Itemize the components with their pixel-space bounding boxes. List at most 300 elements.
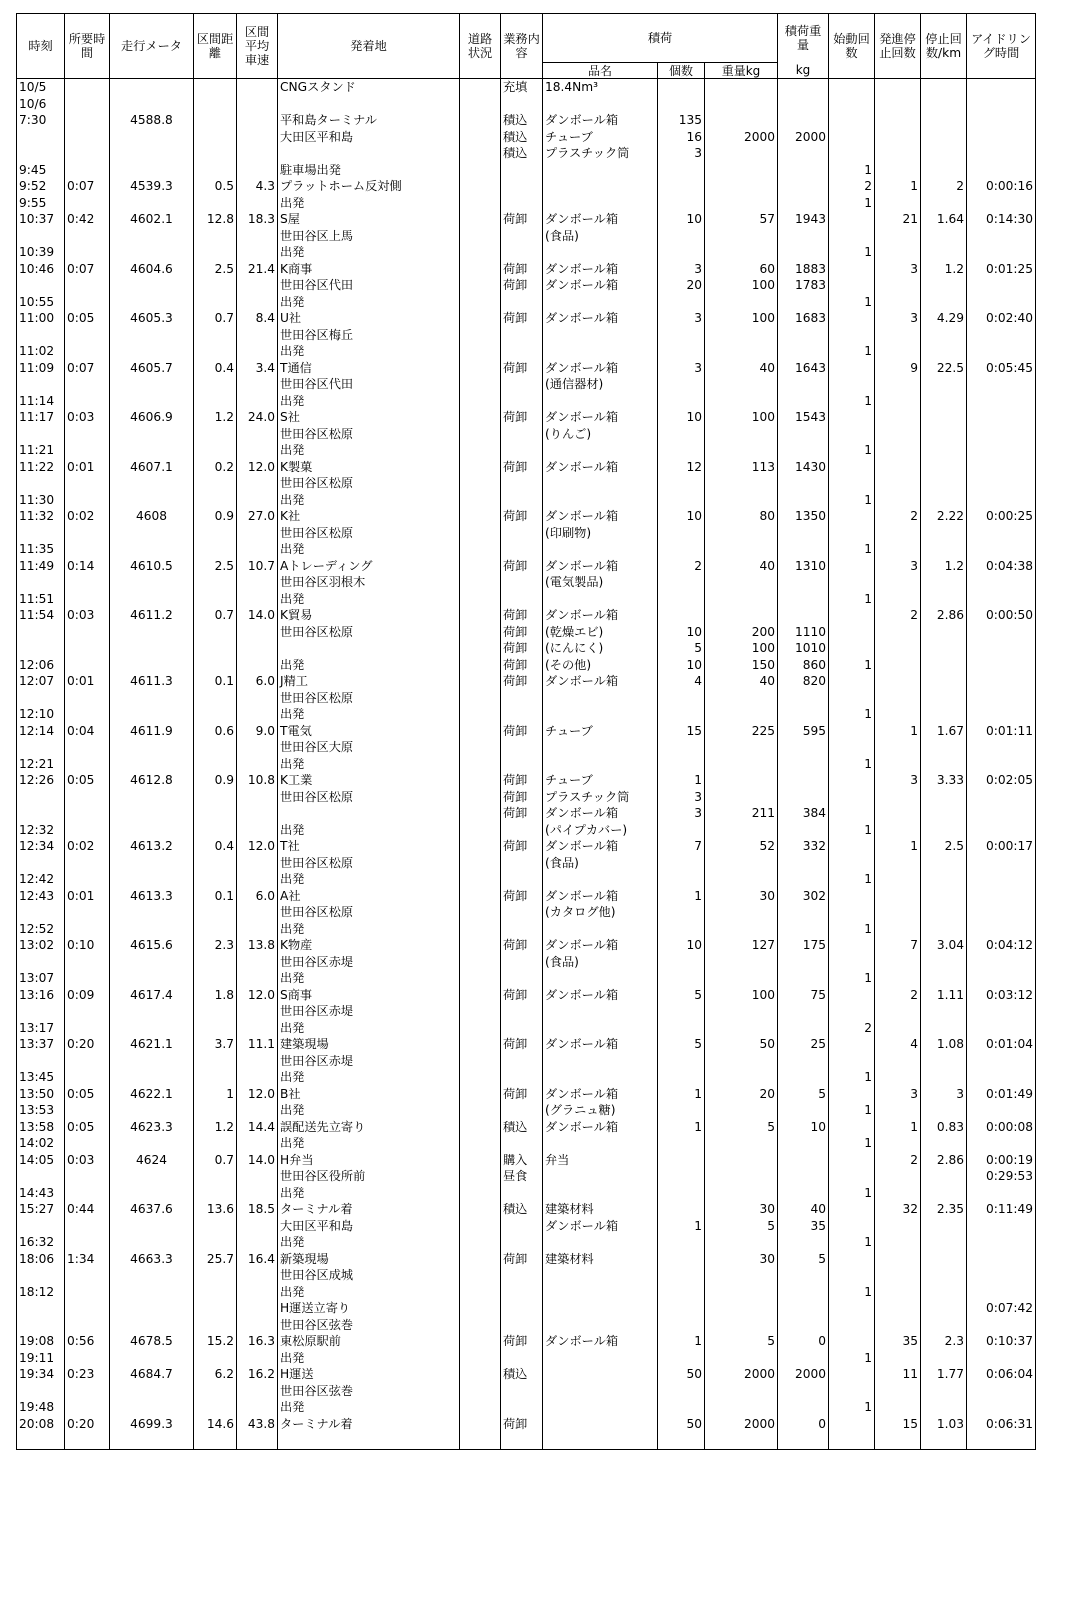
table-row <box>17 822 1036 839</box>
cell-location: 世田谷区代田 <box>278 376 460 393</box>
cell-load-weight: 332 <box>778 838 829 855</box>
cell-time: 12:32 <box>17 822 65 839</box>
cell-avg-speed: 24.0 <box>237 409 278 426</box>
cell-distance: 0.7 <box>194 607 237 624</box>
cell-location: 出発 <box>278 921 460 938</box>
cell-load-weight <box>778 1069 829 1086</box>
cell-task <box>501 475 543 492</box>
cell-avg-speed: 10.7 <box>237 558 278 575</box>
cell-weight <box>705 327 778 344</box>
cell-stops <box>875 294 921 311</box>
cell-starts <box>829 1086 875 1103</box>
cell-distance <box>194 145 237 162</box>
cell-odometer <box>110 1399 194 1416</box>
cell-stops-per-km: 2.5 <box>921 838 967 855</box>
cell-item: 弁当 <box>543 1152 658 1169</box>
cell-avg-speed: 16.2 <box>237 1366 278 1383</box>
cell-odometer <box>110 129 194 146</box>
cell-idling <box>967 1383 1036 1400</box>
cell-odometer <box>110 756 194 773</box>
cell-load-weight <box>778 1383 829 1400</box>
table-row <box>17 607 1036 624</box>
cell-stops: 3 <box>875 261 921 278</box>
cell-stops <box>875 1399 921 1416</box>
cell-road <box>460 1333 501 1350</box>
cell-idling <box>967 822 1036 839</box>
cell-distance <box>194 129 237 146</box>
cell-starts <box>829 228 875 245</box>
cell-idling: 0:04:38 <box>967 558 1036 575</box>
cell-duration <box>65 294 110 311</box>
cell-avg-speed <box>237 162 278 179</box>
cell-idling: 0:00:16 <box>967 178 1036 195</box>
cell-item: (食品) <box>543 228 658 245</box>
cell-idling <box>967 393 1036 410</box>
cell-odometer: 4613.2 <box>110 838 194 855</box>
cell-count <box>658 574 705 591</box>
cell-road <box>460 1383 501 1400</box>
cell-item: ダンボール箱 <box>543 838 658 855</box>
cell-avg-speed: 12.0 <box>237 459 278 476</box>
cell-duration: 0:05 <box>65 310 110 327</box>
cell-time: 12:06 <box>17 657 65 674</box>
cell-odometer <box>110 822 194 839</box>
cell-item: ダンボール箱 <box>543 261 658 278</box>
cell-task <box>501 1185 543 1202</box>
cell-task: 荷卸 <box>501 888 543 905</box>
cell-distance: 2.5 <box>194 558 237 575</box>
cell-count <box>658 79 705 96</box>
cell-distance: 1.2 <box>194 1119 237 1136</box>
cell-count <box>658 327 705 344</box>
cell-stops-per-km <box>921 327 967 344</box>
cell-weight <box>705 772 778 789</box>
cell-distance <box>194 921 237 938</box>
cell-odometer <box>110 657 194 674</box>
cell-idling <box>967 129 1036 146</box>
table-row <box>17 409 1036 426</box>
header-avg-speed: 区間平均車速 <box>237 14 278 79</box>
cell-odometer: 4613.3 <box>110 888 194 905</box>
cell-item: (食品) <box>543 855 658 872</box>
cell-task <box>501 1053 543 1070</box>
cell-weight <box>705 525 778 542</box>
cell-duration <box>65 79 110 96</box>
cell-weight <box>705 244 778 261</box>
cell-stops <box>875 706 921 723</box>
cell-count: 10 <box>658 211 705 228</box>
cell-location: 出発 <box>278 706 460 723</box>
cell-stops <box>875 739 921 756</box>
table-row <box>17 921 1036 938</box>
cell-stops <box>875 162 921 179</box>
cell-stops-per-km: 1.08 <box>921 1036 967 1053</box>
cell-idling <box>967 855 1036 872</box>
cell-stops <box>875 393 921 410</box>
cell-stops: 2 <box>875 987 921 1004</box>
cell-duration: 0:20 <box>65 1036 110 1053</box>
cell-stops-per-km <box>921 1069 967 1086</box>
cell-stops-per-km <box>921 112 967 129</box>
cell-distance <box>194 1102 237 1119</box>
cell-time <box>17 426 65 443</box>
cell-duration: 0:05 <box>65 772 110 789</box>
cell-task <box>501 706 543 723</box>
cell-location: 出発 <box>278 442 460 459</box>
cell-road <box>460 129 501 146</box>
table-row <box>17 1267 1036 1284</box>
cell-item <box>543 244 658 261</box>
cell-odometer: 4624 <box>110 1152 194 1169</box>
cell-stops: 15 <box>875 1416 921 1433</box>
cell-item: ダンボール箱 <box>543 1119 658 1136</box>
cell-load-weight <box>778 607 829 624</box>
cell-weight <box>705 228 778 245</box>
cell-odometer <box>110 475 194 492</box>
cell-odometer: 4608 <box>110 508 194 525</box>
cell-starts <box>829 1201 875 1218</box>
cell-weight <box>705 1399 778 1416</box>
cell-starts: 1 <box>829 822 875 839</box>
cell-road <box>460 79 501 96</box>
cell-count <box>658 442 705 459</box>
cell-avg-speed <box>237 112 278 129</box>
cell-stops <box>875 195 921 212</box>
cell-time: 13:07 <box>17 970 65 987</box>
cell-starts <box>829 954 875 971</box>
table-row <box>17 789 1036 806</box>
cell-count: 1 <box>658 888 705 905</box>
cell-idling: 0:06:31 <box>967 1416 1036 1433</box>
cell-avg-speed <box>237 1135 278 1152</box>
cell-location: 出発 <box>278 1185 460 1202</box>
cell-avg-speed <box>237 904 278 921</box>
cell-idling: 0:01:25 <box>967 261 1036 278</box>
cell-duration: 0:20 <box>65 1416 110 1433</box>
cell-location: 出発 <box>278 492 460 509</box>
cell-starts <box>829 1036 875 1053</box>
cell-item: ダンボール箱 <box>543 558 658 575</box>
cell-distance <box>194 492 237 509</box>
cell-location: 世田谷区羽根木 <box>278 574 460 591</box>
cell-task: 荷卸 <box>501 723 543 740</box>
cell-road <box>460 1053 501 1070</box>
cell-road <box>460 624 501 641</box>
cell-duration <box>65 96 110 113</box>
cell-load-weight <box>778 294 829 311</box>
cell-weight: 60 <box>705 261 778 278</box>
cell-road <box>460 1201 501 1218</box>
cell-stops <box>875 871 921 888</box>
cell-distance <box>194 871 237 888</box>
cell-count: 3 <box>658 805 705 822</box>
cell-task <box>501 739 543 756</box>
cell-load-weight <box>778 244 829 261</box>
cell-stops <box>875 1383 921 1400</box>
cell-distance <box>194 1383 237 1400</box>
cell-weight <box>705 178 778 195</box>
cell-time <box>17 1003 65 1020</box>
cell-load-weight <box>778 1300 829 1317</box>
cell-road <box>460 112 501 129</box>
cell-task: 荷卸 <box>501 1416 543 1433</box>
cell-distance <box>194 343 237 360</box>
cell-duration <box>65 442 110 459</box>
cell-odometer: 4610.5 <box>110 558 194 575</box>
cell-load-weight: 75 <box>778 987 829 1004</box>
cell-road <box>460 1168 501 1185</box>
cell-time: 11:30 <box>17 492 65 509</box>
cell-load-weight <box>778 1234 829 1251</box>
cell-load-weight: 595 <box>778 723 829 740</box>
cell-item <box>543 871 658 888</box>
table-row <box>17 195 1036 212</box>
cell-load-weight <box>778 1135 829 1152</box>
table-row <box>17 459 1036 476</box>
table-row <box>17 343 1036 360</box>
cell-time <box>17 376 65 393</box>
table-row <box>17 277 1036 294</box>
table-row <box>17 855 1036 872</box>
cell-count <box>658 1317 705 1334</box>
cell-task: 積込 <box>501 1119 543 1136</box>
cell-idling: 0:07:42 <box>967 1300 1036 1317</box>
cell-stops-per-km <box>921 1234 967 1251</box>
cell-count: 10 <box>658 937 705 954</box>
cell-duration <box>65 706 110 723</box>
cell-location: K工業 <box>278 772 460 789</box>
cell-odometer <box>110 690 194 707</box>
cell-idling <box>967 921 1036 938</box>
cell-avg-speed <box>237 492 278 509</box>
cell-starts <box>829 904 875 921</box>
cell-stops <box>875 277 921 294</box>
cell-stops <box>875 1234 921 1251</box>
table-row <box>17 1119 1036 1136</box>
cell-road <box>460 723 501 740</box>
cell-avg-speed <box>237 1399 278 1416</box>
cell-odometer <box>110 1069 194 1086</box>
table-row <box>17 723 1036 740</box>
cell-load-weight <box>778 79 829 96</box>
cell-starts <box>829 1053 875 1070</box>
cell-location: J精工 <box>278 673 460 690</box>
cell-time <box>17 1300 65 1317</box>
cell-location: 出発 <box>278 1020 460 1037</box>
cell-task <box>501 1317 543 1334</box>
cell-stops <box>875 1251 921 1268</box>
cell-weight <box>705 162 778 179</box>
cell-location: K商事 <box>278 261 460 278</box>
cell-duration <box>65 492 110 509</box>
cell-load-weight <box>778 112 829 129</box>
cell-distance <box>194 426 237 443</box>
cell-location: 世田谷区成城 <box>278 1267 460 1284</box>
cell-time: 19:34 <box>17 1366 65 1383</box>
cell-road <box>460 574 501 591</box>
cell-load-weight <box>778 1317 829 1334</box>
cell-odometer <box>110 277 194 294</box>
header-count: 個数 <box>658 63 705 79</box>
cell-avg-speed <box>237 871 278 888</box>
cell-item <box>543 541 658 558</box>
cell-road <box>460 888 501 905</box>
cell-weight: 100 <box>705 409 778 426</box>
cell-weight <box>705 607 778 624</box>
cell-count <box>658 244 705 261</box>
cell-stops-per-km <box>921 294 967 311</box>
cell-stops-per-km <box>921 228 967 245</box>
cell-odometer <box>110 1432 194 1449</box>
cell-task <box>501 904 543 921</box>
cell-item <box>543 1383 658 1400</box>
cell-item <box>543 1168 658 1185</box>
cell-count: 5 <box>658 640 705 657</box>
cell-stops-per-km <box>921 1020 967 1037</box>
cell-starts: 1 <box>829 1284 875 1301</box>
cell-count <box>658 294 705 311</box>
cell-idling: 0:01:04 <box>967 1036 1036 1053</box>
cell-stops: 11 <box>875 1366 921 1383</box>
cell-stops-per-km <box>921 871 967 888</box>
cell-weight: 225 <box>705 723 778 740</box>
table-row <box>17 1003 1036 1020</box>
cell-road <box>460 211 501 228</box>
table-row <box>17 690 1036 707</box>
cell-stops <box>875 954 921 971</box>
cell-time <box>17 805 65 822</box>
cell-location: 世田谷区赤堤 <box>278 1003 460 1020</box>
table-row <box>17 426 1036 443</box>
cell-location: 駐車場出発 <box>278 162 460 179</box>
cell-duration <box>65 1003 110 1020</box>
cell-item: (にんにく) <box>543 640 658 657</box>
cell-stops-per-km <box>921 624 967 641</box>
cell-road <box>460 492 501 509</box>
cell-duration <box>65 1399 110 1416</box>
cell-starts: 1 <box>829 921 875 938</box>
cell-distance <box>194 657 237 674</box>
cell-starts <box>829 310 875 327</box>
cell-load-weight <box>778 789 829 806</box>
cell-idling: 0:29:53 <box>967 1168 1036 1185</box>
cell-duration <box>65 1317 110 1334</box>
cell-starts: 1 <box>829 1234 875 1251</box>
table-row <box>17 1399 1036 1416</box>
cell-load-weight: 0 <box>778 1416 829 1433</box>
cell-road <box>460 310 501 327</box>
cell-avg-speed <box>237 805 278 822</box>
cell-road <box>460 409 501 426</box>
cell-item <box>543 1020 658 1037</box>
cell-location: 出発 <box>278 970 460 987</box>
cell-duration: 0:44 <box>65 1201 110 1218</box>
cell-stops: 3 <box>875 772 921 789</box>
cell-odometer: 4602.1 <box>110 211 194 228</box>
cell-load-weight: 820 <box>778 673 829 690</box>
cell-distance <box>194 1350 237 1367</box>
cell-task <box>501 756 543 773</box>
cell-count <box>658 475 705 492</box>
table-row <box>17 261 1036 278</box>
cell-weight <box>705 1185 778 1202</box>
cell-count <box>658 1102 705 1119</box>
cell-time <box>17 1317 65 1334</box>
cell-task: 荷卸 <box>501 673 543 690</box>
cell-odometer <box>110 1218 194 1235</box>
cell-stops-per-km: 4.29 <box>921 310 967 327</box>
cell-stops-per-km <box>921 1350 967 1367</box>
cell-avg-speed: 3.4 <box>237 360 278 377</box>
cell-starts: 2 <box>829 178 875 195</box>
cell-load-weight: 860 <box>778 657 829 674</box>
cell-task: 荷卸 <box>501 409 543 426</box>
cell-task <box>501 541 543 558</box>
cell-item: ダンボール箱 <box>543 1036 658 1053</box>
cell-idling <box>967 294 1036 311</box>
cell-time: 12:21 <box>17 756 65 773</box>
cell-distance: 0.9 <box>194 772 237 789</box>
cell-stops: 1 <box>875 1119 921 1136</box>
cell-stops-per-km <box>921 162 967 179</box>
cell-count <box>658 1234 705 1251</box>
cell-location: U社 <box>278 310 460 327</box>
cell-odometer <box>110 1317 194 1334</box>
cell-weight <box>705 1234 778 1251</box>
cell-location: T社 <box>278 838 460 855</box>
cell-stops-per-km: 22.5 <box>921 360 967 377</box>
cell-time: 11:35 <box>17 541 65 558</box>
cell-load-weight: 40 <box>778 1201 829 1218</box>
table-row <box>17 954 1036 971</box>
cell-count <box>658 954 705 971</box>
cell-distance: 0.1 <box>194 888 237 905</box>
header-road: 道路状況 <box>460 14 501 79</box>
cell-road <box>460 1152 501 1169</box>
cell-starts: 1 <box>829 1399 875 1416</box>
cell-road <box>460 937 501 954</box>
cell-location: CNGスタンド <box>278 79 460 96</box>
cell-task <box>501 178 543 195</box>
cell-item: チューブ <box>543 772 658 789</box>
cell-load-weight <box>778 393 829 410</box>
cell-duration: 1:34 <box>65 1251 110 1268</box>
cell-stops: 9 <box>875 360 921 377</box>
cell-avg-speed <box>237 1185 278 1202</box>
cell-count <box>658 591 705 608</box>
cell-task <box>501 921 543 938</box>
cell-count: 3 <box>658 145 705 162</box>
cell-road <box>460 673 501 690</box>
cell-avg-speed <box>237 343 278 360</box>
cell-count: 1 <box>658 1119 705 1136</box>
cell-task <box>501 492 543 509</box>
cell-stops <box>875 640 921 657</box>
cell-item: (食品) <box>543 954 658 971</box>
cell-item <box>543 1234 658 1251</box>
cell-duration <box>65 541 110 558</box>
cell-stops <box>875 1185 921 1202</box>
cell-count: 1 <box>658 1333 705 1350</box>
cell-time: 13:02 <box>17 937 65 954</box>
cell-duration: 0:56 <box>65 1333 110 1350</box>
cell-load-weight <box>778 492 829 509</box>
cell-time <box>17 327 65 344</box>
table-row <box>17 657 1036 674</box>
cell-odometer <box>110 921 194 938</box>
cell-duration: 0:03 <box>65 409 110 426</box>
cell-stops <box>875 442 921 459</box>
